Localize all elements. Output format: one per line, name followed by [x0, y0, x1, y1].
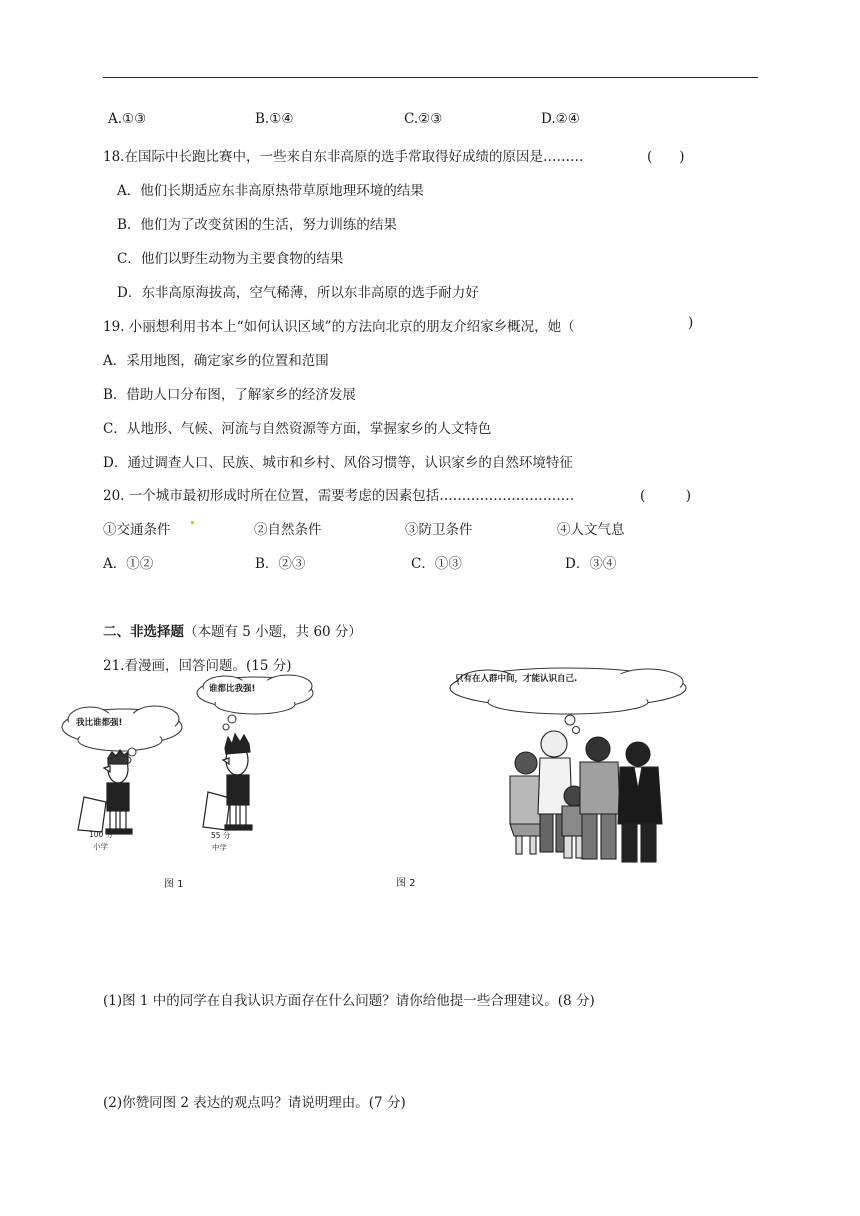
q20-factor-4: ④人文气息	[557, 522, 625, 538]
q19-option-a: A．采用地图，确定家乡的位置和范围	[103, 353, 329, 369]
q19-stem: 19. 小丽想利用书本上“如何认识区域”的方法向北京的朋友介绍家乡概况，她（	[103, 319, 575, 335]
figure-2-cartoon	[448, 664, 698, 872]
q20-stem: 20. 一个城市最初形成时所在位置，需要考虑的因素包括…………………………	[103, 488, 575, 504]
q20-answer-paren: ( )	[640, 488, 692, 504]
boy-primary	[78, 750, 132, 834]
figure-2-caption: 图 2	[396, 878, 416, 889]
q20-option-b: B．②③	[255, 556, 306, 572]
option-c: C.②③	[404, 111, 443, 127]
q20-factor-3: ③防卫条件	[405, 522, 473, 538]
stray-mark	[191, 521, 194, 524]
figure-1-caption: 图 1	[164, 879, 184, 890]
q18-option-c: C．他们以野生动物为主要食物的结果	[117, 251, 344, 267]
q19-option-c: C．从地形、气候、河流与自然资源等方面，掌握家乡的人文特色	[103, 421, 492, 437]
q20-factor-1: ①交通条件	[103, 522, 171, 538]
option-a: A.①③	[108, 111, 147, 127]
q21-sub-1: (1)图 1 中的同学在自我认识方面存在什么问题？请你给他提一些合理建议。(8 分)	[103, 993, 595, 1009]
option-d: D.②④	[541, 111, 580, 127]
q21-stem: 21.看漫画，回答问题。(15 分)	[103, 658, 292, 674]
section-heading	[103, 620, 362, 640]
q18-answer-paren: ( )	[647, 149, 685, 165]
q18-option-d: D．东非高原海拔高，空气稀薄，所以东非高原的选手耐力好	[117, 285, 479, 301]
q20-option-a: A．①②	[103, 556, 154, 572]
figure-1-level-1: 小学	[93, 842, 108, 851]
section-note: （本题有 5 小题，共 60 分）	[184, 624, 362, 640]
q20-option-d: D．③④	[565, 556, 617, 572]
boy-middle-school	[203, 734, 252, 830]
q18-stem: 18.在国际中长跑比赛中，一些来自东非高原的选手常取得好成绩的原因是………	[103, 149, 584, 165]
q19-option-d: D．通过调查人口、民族、城市和乡村、风俗习惯等，认识家乡的自然环境特征	[103, 455, 573, 471]
q19-option-b: B．借助人口分布图，了解家乡的经济发展	[103, 387, 356, 403]
q21-sub-2: (2)你赞同图 2 表达的观点吗？请说明理由。(7 分)	[103, 1095, 406, 1111]
figure-1-bubble-text-1: 我比谁都强!	[76, 718, 123, 728]
figure-1-level-2: 中学	[212, 843, 227, 852]
figure-1-bubble-text-2: 谁都比我强!	[209, 684, 256, 694]
figure-2-bubble-text: 只有在人群中间，才能认识自己.	[455, 674, 578, 684]
q18-option-a: A．他们长期适应东非高原热带草原地理环境的结果	[117, 183, 424, 199]
figure-1-score-1: 100 分	[89, 830, 114, 839]
q19-answer-paren: )	[688, 315, 694, 331]
q20-factor-2: ②自然条件	[254, 522, 322, 538]
figure-1-score-2: 55 分	[211, 831, 231, 840]
option-b: B.①④	[255, 111, 294, 127]
q18-option-b: B．他们为了改变贫困的生活，努力训练的结果	[117, 217, 397, 233]
q20-option-c: C．①③	[411, 556, 462, 572]
section-title: 二、非选择题	[103, 624, 184, 640]
header-rule	[103, 77, 758, 78]
